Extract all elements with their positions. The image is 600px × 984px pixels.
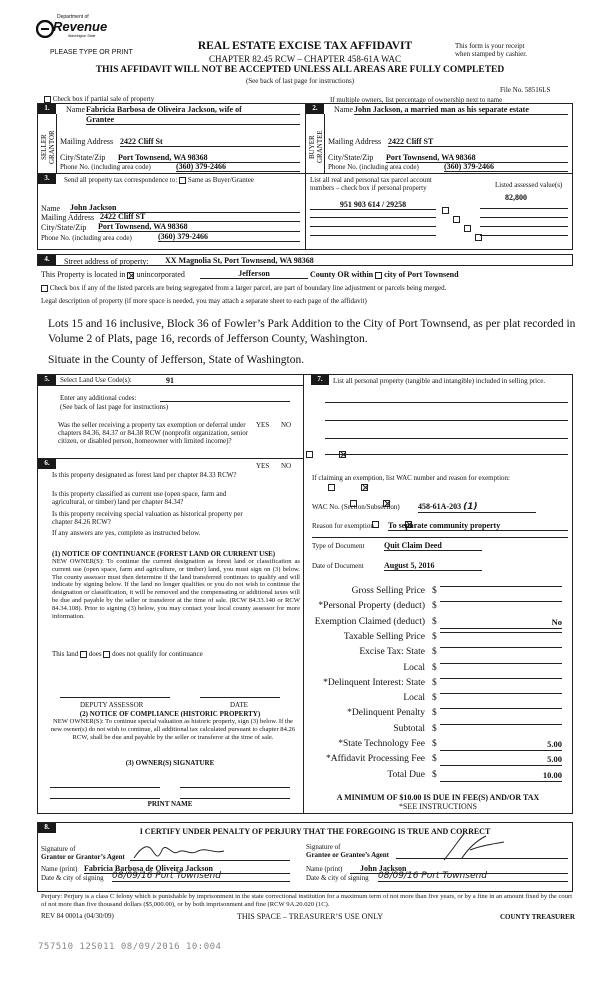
- does-label: does: [88, 650, 102, 658]
- partial-sale-checkbox[interactable]: [44, 96, 51, 103]
- fee-value[interactable]: [440, 708, 562, 709]
- s3-mailing-label: Mailing Address: [41, 213, 95, 222]
- grantee-date-label: Date & city of signing: [306, 874, 369, 882]
- property-location-row: [41, 270, 185, 279]
- fee-value[interactable]: [440, 678, 562, 679]
- fee-label: Gross Selling Price: [351, 586, 425, 596]
- forest-land-question: Is this property designated as forest land per chapter 84.33 RCW?: [52, 471, 237, 479]
- segregated-checkbox[interactable]: [41, 285, 48, 292]
- county-name[interactable]: Jefferson: [200, 269, 308, 279]
- section-1-number: 1.: [38, 104, 56, 114]
- logo-word: Revenue: [53, 19, 108, 34]
- land-use-see-back: (See back of last page for instructions): [60, 403, 169, 411]
- fee-label: *Delinquent Penalty: [347, 708, 425, 719]
- minimum-due-line2: *SEE INSTRUCTIONS: [398, 802, 477, 811]
- fee-label: Excise Tax: State: [359, 647, 425, 658]
- fee-value[interactable]: [440, 601, 562, 602]
- s3-phone-label: Phone No. (including area code): [41, 234, 132, 242]
- grantee-sig-label2: Grantee or Grantee’s Agent: [306, 851, 390, 859]
- seller-mailing[interactable]: 2422 Cliff St: [120, 137, 300, 147]
- wac-label: WAC No. (Section/Subsection): [312, 503, 400, 511]
- seller-side-label: SELLER GRANTOR: [40, 130, 56, 164]
- partial-sale-row: [44, 95, 154, 103]
- s3-city[interactable]: Port Townsend, WA 98368: [98, 222, 300, 232]
- please-type: PLEASE TYPE OR PRINT: [50, 49, 133, 56]
- fee-value[interactable]: [440, 586, 562, 587]
- assessed-value[interactable]: 82,800: [505, 193, 527, 202]
- receipt-note-1: This form is your receipt: [455, 42, 525, 50]
- notice-compliance-body: NEW OWNER(S): To continue special valuation as historic property, sign (3) below. If the new owner(s) do not wish to continue, all additional tax calculated pursuant to chapter 84.26 RCW, shall be due and payable by the seller or transferor at the time of sale.: [50, 718, 296, 741]
- section-2-number: 2.: [306, 104, 324, 114]
- fee-currency: $: [432, 693, 437, 704]
- buyer-phone[interactable]: (360) 379-2466: [444, 162, 568, 172]
- parcel-2-personal-checkbox[interactable]: [453, 216, 460, 223]
- fee-currency: $: [432, 647, 437, 658]
- qualify-row: [52, 650, 203, 658]
- does-qualify-checkbox[interactable]: [80, 651, 87, 658]
- notice-compliance-title: (2) NOTICE OF COMPLIANCE (HISTORIC PROPERTY): [79, 710, 261, 718]
- if-yes-note: If any answers are yes, complete as instructed below.: [52, 529, 201, 537]
- within-city-row: [310, 270, 459, 279]
- wac-number[interactable]: [418, 502, 536, 513]
- unincorporated-label: unincorporated: [136, 270, 185, 279]
- street-address[interactable]: XX Magnolia St, Port Townsend, WA 98368: [165, 256, 420, 266]
- buyer-name[interactable]: John Jackson, a married man as his separate estate: [354, 105, 568, 115]
- receipt-note-2: when stamped by cashier.: [455, 50, 527, 58]
- section-8-number: 8.: [38, 823, 56, 833]
- recording-stamp: 757510 12S011 08/09/2016 10:004: [38, 942, 222, 952]
- fee-label: Exemption Claimed (deduct): [314, 616, 425, 627]
- grantor-signature: [132, 842, 242, 862]
- legal-description-label: Legal description of property (if more space is needed, you may attach a separate sheet to each page of the affidavit): [41, 297, 367, 305]
- exemption-question: Was the seller receiving a property tax exemption or deferral under chapters 84.36, 84.37 or 84.38 RCW (nonprofit organization, senior citizen, or disabled person, homeowner with limited income)?: [58, 421, 249, 445]
- wac-subsection: (1): [463, 502, 478, 512]
- additional-codes-label: Enter any additional codes:: [60, 394, 137, 402]
- county-or-label: County OR within: [310, 270, 374, 279]
- fee-label: Total Due: [387, 769, 425, 780]
- notice-continuance-body: NEW OWNER(S): To continue the current designation as forest land or classification as current use (open space, farm and agriculture, or timber) land, you must sign on (3) below. The county assessor must then determine if the land transferred continues to qualify and will indicate by signing below. If the land no longer qualifies or you do not wish to continue the designation or classification, it will be removed and the compensating or additional taxes will be due and payable by the seller or transferor at the time of sale. (RCW 84.33.140 or RCW 84.34.108). Prior to signing (3) below, you may contact your local county assessor for more information.: [52, 558, 300, 620]
- form-warning: THIS AFFIDAVIT WILL NOT BE ACCEPTED UNLESS ALL AREAS ARE FULLY COMPLETED: [95, 65, 505, 75]
- fee-value[interactable]: [440, 632, 562, 633]
- grantor-sig-label2: Grantor or Grantor’s Agent: [41, 853, 125, 861]
- fee-currency: $: [432, 708, 437, 719]
- revenue-logo: [36, 12, 106, 42]
- fee-value[interactable]: [440, 647, 562, 648]
- logo-small: Department of: [57, 14, 89, 20]
- seller-city-label: City/State/Zip: [60, 153, 106, 162]
- s5-yes-label: YES: [256, 421, 270, 429]
- grantor-date-label: Date & city of signing: [41, 874, 104, 882]
- fee-label: *Personal Property (deduct): [318, 601, 425, 612]
- fee-currency: $: [432, 616, 437, 627]
- s6-no-label: NO: [281, 462, 292, 470]
- buyer-phone-label: Phone No. (including area code): [328, 163, 419, 171]
- fee-currency: $: [432, 769, 437, 780]
- historical-question: Is this property receiving special valuation as historical property per chapter 84.26 RCW?: [52, 510, 243, 526]
- seller-city[interactable]: Port Townsend, WA 98368: [118, 153, 300, 163]
- s3-mailing[interactable]: 2422 Cliff ST: [100, 212, 300, 222]
- grantee-name-label: Name (print): [306, 865, 343, 873]
- revenue-logo-icon: [36, 20, 54, 38]
- wac-intro: If claiming an exemption, list WAC number and reason for exemption:: [312, 474, 510, 482]
- document-date[interactable]: August 5, 2016: [384, 561, 482, 571]
- reason-label: Reason for exemption: [312, 522, 374, 530]
- within-city-checkbox[interactable]: [375, 272, 382, 279]
- fee-currency: $: [432, 662, 437, 673]
- form-title: REAL ESTATE EXCISE TAX AFFIDAVIT: [197, 40, 413, 52]
- buyer-city-label: City/State/Zip: [328, 153, 374, 162]
- county-treasurer-label: COUNTY TREASURER: [500, 913, 575, 921]
- unincorporated-checkbox[interactable]: [127, 272, 134, 279]
- fee-value[interactable]: [440, 724, 562, 725]
- document-type[interactable]: Quit Claim Deed: [384, 541, 482, 551]
- seller-name-line2[interactable]: Grantee: [86, 115, 300, 125]
- section-5-number: 5.: [38, 375, 56, 385]
- s5-no-label: NO: [281, 421, 292, 429]
- s3-name-label: Name: [41, 204, 61, 213]
- seller-mailing-label: Mailing Address: [60, 137, 114, 146]
- grantor-date-city[interactable]: 08/09/16 Port Townsend: [112, 871, 290, 882]
- send-correspondence-label: Send all property tax correspondence to:: [64, 176, 178, 184]
- grantor-sig-label1: Signature of: [41, 845, 76, 853]
- section-6-number: 6.: [38, 459, 56, 469]
- does-not-label: does not qualify for continuance: [112, 650, 203, 658]
- grantee-name[interactable]: John Jackson: [350, 864, 568, 874]
- legal-description-line2: Volume 2 of Plats, page 16, records of Jefferson County, Washington.: [48, 333, 368, 345]
- file-number: File No. 58516LS: [500, 86, 551, 94]
- buyer-city[interactable]: Port Townsend, WA 98368: [386, 153, 568, 163]
- parcel-list-label-2: numbers – check box if personal property: [310, 184, 427, 192]
- assessor-date-label: DATE: [230, 701, 248, 709]
- buyer-mailing-label: Mailing Address: [328, 137, 382, 146]
- forest-yes-checkbox[interactable]: [328, 484, 335, 491]
- grantor-name-label: Name (print): [41, 865, 78, 873]
- fee-label: *Delinquent Interest: State: [323, 677, 425, 688]
- s3-name[interactable]: John Jackson: [70, 203, 300, 213]
- doc-date-label: Date of Document: [312, 562, 364, 570]
- s3-city-label: City/State/Zip: [41, 223, 87, 232]
- parcel-list-label-1: List all real and personal tax parcel account: [310, 176, 432, 184]
- perjury-notice: Perjury: Perjury is a class C felony which is punishable by imprisonment in the state correctional institution for a maximum term of not more than five years, or by a fine in an amount fixed by the court of not more than five thousand dollars ($5,000.00), or by both imprisonment and fine (RCW 9A.20.020 (1C).: [41, 893, 573, 908]
- fee-currency: $: [432, 601, 437, 612]
- partial-sale-label: Check box if partial sale of property: [52, 95, 155, 103]
- assessed-label: Listed assessed value(s): [495, 181, 563, 189]
- parcel-3-personal-checkbox[interactable]: [464, 225, 471, 232]
- treasurer-use-only: THIS SPACE – TREASURER’S USE ONLY: [236, 912, 384, 921]
- section-4-number: 4.: [38, 255, 56, 265]
- section-3-number: 3.: [38, 174, 56, 184]
- does-not-qualify-checkbox[interactable]: [103, 651, 110, 658]
- fee-label: *Affidavit Processing Fee: [325, 754, 425, 765]
- fee-value[interactable]: No: [440, 617, 562, 629]
- fee-currency: $: [432, 586, 437, 596]
- s5-exemption-yes-checkbox[interactable]: [306, 451, 313, 458]
- land-use-code[interactable]: 91: [166, 376, 174, 385]
- form-chapter: CHAPTER 82.45 RCW – CHAPTER 458-61A WAC: [209, 54, 401, 64]
- certify-statement: I CERTIFY UNDER PENALTY OF PERJURY THAT THE FOREGOING IS TRUE AND CORRECT: [139, 827, 491, 836]
- fee-label: Local: [403, 693, 425, 704]
- grantee-sig-label1: Signature of: [306, 843, 341, 851]
- grantee-date-city[interactable]: 08/09/16 Port Townsend: [378, 871, 568, 882]
- legal-description-line1: Lots 15 and 16 inclusive, Block 36 of Fowler’s Park Addition to the City of Port Townsend, as per plat recorded in: [48, 318, 576, 330]
- buyer-name-label: Name: [334, 105, 354, 114]
- s6-yes-label: YES: [256, 462, 270, 470]
- situate-line: Situate in the County of Jefferson, State of Washington.: [48, 354, 305, 366]
- fee-currency: $: [432, 739, 437, 749]
- personal-property-label: List all personal property (tangible and intangible) included in selling price.: [333, 377, 546, 385]
- send-correspondence-row: [64, 176, 254, 184]
- fee-currency: $: [432, 677, 437, 688]
- notice-continuance-title: (1) NOTICE OF CONTINUANCE (FOREST LAND OR CURRENT USE): [52, 550, 276, 558]
- minimum-due-line1: A MINIMUM OF $10.00 IS DUE IN FEE(S) AND/OR TAX: [336, 793, 540, 802]
- fee-label: Taxable Selling Price: [343, 631, 425, 642]
- segregated-label: Check box if any of the listed parcels are being segregated from a larger parcel, are part of boundary line adjustment or parcels being merged.: [49, 284, 447, 292]
- print-name-label: PRINT NAME: [147, 800, 193, 808]
- this-land-label: This land: [52, 650, 79, 658]
- grantee-signature: [440, 832, 510, 862]
- buyer-side-label: BUYER GRANTEE: [308, 130, 324, 164]
- seller-phone-label: Phone No. (including area code): [60, 163, 151, 171]
- street-address-label: Street address of property:: [64, 257, 149, 266]
- deputy-assessor-label: DEPUTY ASSESSOR: [80, 701, 144, 709]
- fee-value[interactable]: [440, 693, 562, 694]
- current-use-question: Is this property classified as current use (open space, farm and agricultural, or timber) land per chapter 84.34?: [52, 490, 227, 506]
- same-as-buyer-label: Same as Buyer/Grantee: [187, 176, 254, 184]
- fee-label: Subtotal: [393, 723, 425, 734]
- wac-number-value: 458-61A-203: [418, 502, 462, 511]
- fee-value[interactable]: [440, 663, 562, 664]
- fee-value[interactable]: 10.00: [440, 770, 562, 782]
- same-as-buyer-checkbox[interactable]: [179, 177, 186, 184]
- parcel-1-personal-checkbox[interactable]: [442, 207, 449, 214]
- fee-label: Local: [403, 662, 425, 673]
- segregated-row: [41, 284, 446, 292]
- fee-currency: $: [432, 631, 437, 642]
- owner-signature-label: (3) OWNER(S) SIGNATURE: [125, 759, 215, 767]
- doc-type-label: Type of Document: [312, 542, 365, 550]
- seller-phone[interactable]: (360) 379-2466: [176, 162, 300, 172]
- seller-name-line1[interactable]: Fabricia Barbosa de Oliveira Jackson, wife of: [86, 105, 300, 115]
- fee-currency: $: [432, 723, 437, 734]
- buyer-mailing[interactable]: 2422 Cliff ST: [388, 137, 568, 147]
- section-7-number: 7.: [311, 375, 329, 385]
- city-of-label: city of Port Townsend: [384, 270, 459, 279]
- logo-sub: Washington State: [68, 34, 96, 38]
- rev-number: REV 84 0001a (04/30/09): [41, 912, 114, 920]
- located-prefix: This Property is located in: [41, 270, 126, 279]
- s3-phone[interactable]: (360) 379-2466: [158, 232, 300, 242]
- seller-name-label: Name: [66, 105, 86, 114]
- see-back-instructions: (See back of last page for instructions): [245, 77, 355, 85]
- parcel-number[interactable]: 951 903 614 / 29258: [310, 200, 436, 210]
- grantor-name[interactable]: Fabricia Barbosa de Oliveira Jackson: [84, 864, 290, 874]
- exemption-reason[interactable]: To separate community property: [388, 521, 568, 531]
- forest-no-checkbox[interactable]: [361, 484, 368, 491]
- land-use-label: Select Land Use Code(s):: [60, 376, 132, 384]
- fee-value[interactable]: 5.00: [440, 739, 562, 751]
- fee-currency: $: [432, 754, 437, 765]
- fee-label: *State Technology Fee: [338, 739, 425, 749]
- fee-value[interactable]: 5.00: [440, 754, 562, 766]
- multiple-owners-note: If multiple owners, list percentage of ownership next to name: [330, 96, 503, 104]
